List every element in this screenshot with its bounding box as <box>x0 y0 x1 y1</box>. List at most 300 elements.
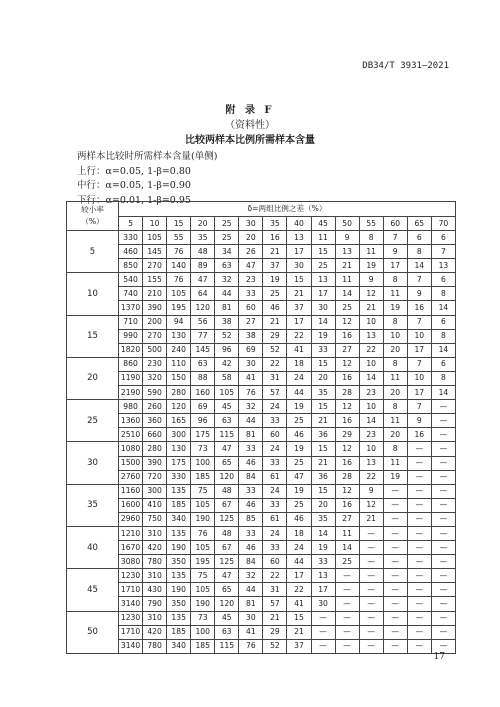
table-cell: 19 <box>383 470 407 484</box>
table-cell: — <box>431 625 455 639</box>
table-cell: 125 <box>215 512 239 526</box>
table-cell: 35 <box>311 386 335 400</box>
table-cell: 135 <box>167 569 191 583</box>
table-cell: 16 <box>407 428 431 442</box>
table-header-row <box>67 202 456 217</box>
table-cell: 35 <box>191 231 215 245</box>
table-cell: 29 <box>263 329 287 343</box>
table-cell: 1190 <box>119 371 143 385</box>
table-cell: 27 <box>335 343 359 357</box>
delta-header-cell: 5 <box>119 217 143 231</box>
table-cell: 430 <box>143 583 167 597</box>
table-cell: 21 <box>263 315 287 329</box>
table-cell: — <box>383 555 407 569</box>
table-cell: 57 <box>263 386 287 400</box>
table-cell: 11 <box>383 456 407 470</box>
table-cell: — <box>431 512 455 526</box>
table-cell: 25 <box>287 498 311 512</box>
rate-group-cell: 45 <box>67 569 119 611</box>
table-cell: 27 <box>239 315 263 329</box>
table-cell: 1360 <box>119 414 143 428</box>
table-cell: 28 <box>335 386 359 400</box>
table-cell: — <box>335 583 359 597</box>
table-cell: 1370 <box>119 301 143 315</box>
table-cell: 14 <box>431 386 455 400</box>
table-cell: 25 <box>287 456 311 470</box>
table-cell: 145 <box>191 343 215 357</box>
table-cell: 16 <box>335 456 359 470</box>
table-cell: 37 <box>287 639 311 653</box>
table-cell: 33 <box>263 541 287 555</box>
table-cell: 20 <box>311 498 335 512</box>
table-cell: 110 <box>167 357 191 371</box>
delta-header-cell: 70 <box>431 217 455 231</box>
table-cell: 16 <box>335 498 359 512</box>
table-cell: 390 <box>143 301 167 315</box>
table-cell: 7 <box>431 245 455 259</box>
table-row <box>67 512 456 526</box>
table-cell: 94 <box>167 315 191 329</box>
table-row <box>67 625 456 639</box>
table-cell: 34 <box>215 245 239 259</box>
table-cell: 120 <box>167 400 191 414</box>
table-cell: — <box>383 611 407 625</box>
table-cell: 230 <box>143 357 167 371</box>
table-row <box>67 315 456 329</box>
delta-header-cell: 60 <box>383 217 407 231</box>
delta-header-cell: 40 <box>287 217 311 231</box>
table-cell: 22 <box>263 357 287 371</box>
table-cell: 340 <box>167 512 191 526</box>
table-cell: 22 <box>359 343 383 357</box>
table-cell: 300 <box>167 428 191 442</box>
table-cell: 81 <box>215 301 239 315</box>
table-cell: 37 <box>287 301 311 315</box>
table-cell: — <box>359 555 383 569</box>
table-row <box>67 329 456 343</box>
table-cell: 30 <box>239 357 263 371</box>
table-cell: 65 <box>215 456 239 470</box>
table-cell: — <box>359 597 383 611</box>
table-cell: — <box>311 611 335 625</box>
table-cell: 46 <box>287 512 311 526</box>
table-cell: 67 <box>215 498 239 512</box>
table-cell: 75 <box>191 569 215 583</box>
table-cell: 48 <box>215 526 239 540</box>
table-cell: 7 <box>407 315 431 329</box>
table-body <box>67 231 456 654</box>
table-cell: 75 <box>191 484 215 498</box>
table-cell: 190 <box>167 583 191 597</box>
table-cell: 23 <box>359 386 383 400</box>
table-cell: 76 <box>191 526 215 540</box>
table-cell: 8 <box>431 287 455 301</box>
table-cell: 25 <box>263 287 287 301</box>
table-cell: 13 <box>431 259 455 273</box>
table-cell: 130 <box>167 329 191 343</box>
table-cell: 860 <box>119 357 143 371</box>
table-cell: 360 <box>143 414 167 428</box>
table-cell: 41 <box>239 625 263 639</box>
table-cell: 41 <box>287 343 311 357</box>
table-cell: 145 <box>143 245 167 259</box>
table-cell: 300 <box>143 484 167 498</box>
delta-header-row <box>67 217 456 231</box>
table-cell: 155 <box>143 273 167 287</box>
table-cell: 76 <box>239 639 263 653</box>
table-cell: 14 <box>431 343 455 357</box>
table-cell: 21 <box>263 611 287 625</box>
table-cell: — <box>431 484 455 498</box>
table-cell: 310 <box>143 569 167 583</box>
table-cell: 47 <box>215 442 239 456</box>
table-cell: — <box>431 555 455 569</box>
table-cell: — <box>407 639 431 653</box>
table-cell: 24 <box>263 526 287 540</box>
table-cell: — <box>359 625 383 639</box>
table-cell: 24 <box>287 371 311 385</box>
table-cell: 10 <box>407 371 431 385</box>
table-cell: — <box>407 597 431 611</box>
table-cell: 185 <box>167 625 191 639</box>
table-cell: 17 <box>287 315 311 329</box>
table-cell: 7 <box>383 231 407 245</box>
table-row <box>67 569 456 583</box>
table-cell: 41 <box>239 371 263 385</box>
caption-line-lower: 下行：α=0.01, 1-β=0.95 <box>77 194 191 206</box>
table-cell: 14 <box>407 259 431 273</box>
table-cell: 9 <box>359 273 383 287</box>
table-row <box>67 386 456 400</box>
table-cell: 850 <box>119 259 143 273</box>
table-cell: 100 <box>191 456 215 470</box>
table-cell: 420 <box>143 541 167 555</box>
delta-header-cell: 35 <box>263 217 287 231</box>
appendix-label: 附 录 F <box>225 105 275 116</box>
table-cell: 17 <box>383 259 407 273</box>
table-cell: 750 <box>143 512 167 526</box>
table-cell: 11 <box>359 245 383 259</box>
table-cell: 16 <box>335 329 359 343</box>
table-cell: 46 <box>239 498 263 512</box>
table-cell: 16 <box>335 414 359 428</box>
table-cell: 14 <box>359 414 383 428</box>
table-cell: 7 <box>407 400 431 414</box>
table-cell: — <box>407 456 431 470</box>
table-cell: 195 <box>167 301 191 315</box>
table-cell: 340 <box>167 639 191 653</box>
table-cell: 81 <box>239 597 263 611</box>
table-cell: 9 <box>383 245 407 259</box>
table-cell: 33 <box>239 287 263 301</box>
table-cell: 30 <box>287 259 311 273</box>
table-cell: 25 <box>311 259 335 273</box>
table-cell: — <box>431 456 455 470</box>
table-cell: 88 <box>191 371 215 385</box>
table-cell: 105 <box>143 231 167 245</box>
table-cell: 33 <box>311 555 335 569</box>
table-row <box>67 597 456 611</box>
delta-header-cell: 65 <box>407 217 431 231</box>
table-cell: 19 <box>287 442 311 456</box>
table-cell: 17 <box>311 287 335 301</box>
table-cell: — <box>407 541 431 555</box>
table-cell: 10 <box>359 400 383 414</box>
table-cell: 540 <box>119 273 143 287</box>
table-cell: 46 <box>263 301 287 315</box>
table-cell: 105 <box>191 498 215 512</box>
table-cell: 76 <box>167 273 191 287</box>
table-cell: 125 <box>215 555 239 569</box>
table-cell: 21 <box>287 287 311 301</box>
table-cell: 120 <box>215 470 239 484</box>
table-cell: 8 <box>431 329 455 343</box>
table-cell: 6 <box>431 357 455 371</box>
table-cell: 140 <box>167 259 191 273</box>
table-cell: — <box>359 611 383 625</box>
table-cell: 12 <box>335 357 359 371</box>
table-cell: 31 <box>263 371 287 385</box>
table-cell: 21 <box>359 512 383 526</box>
table-caption <box>77 150 217 208</box>
table-cell: 320 <box>143 371 167 385</box>
table-row <box>67 231 456 245</box>
table-cell: — <box>431 526 455 540</box>
table-cell: 12 <box>335 400 359 414</box>
table-cell: 390 <box>143 456 167 470</box>
table-cell: 780 <box>143 555 167 569</box>
table-cell: 350 <box>167 597 191 611</box>
table-row <box>67 541 456 555</box>
table-cell: 44 <box>239 414 263 428</box>
table-cell: — <box>383 526 407 540</box>
rate-group-cell: 15 <box>67 315 119 357</box>
table-cell: 46 <box>239 456 263 470</box>
table-cell: 330 <box>167 470 191 484</box>
table-row <box>67 400 456 414</box>
table-cell: 10 <box>359 315 383 329</box>
table-cell: 24 <box>263 442 287 456</box>
table-cell: 20 <box>311 371 335 385</box>
table-cell: — <box>407 555 431 569</box>
table-row <box>67 470 456 484</box>
table-cell: 19 <box>311 329 335 343</box>
delta-header-cell: 15 <box>167 217 191 231</box>
table-cell: 12 <box>335 442 359 456</box>
table-cell: 23 <box>359 428 383 442</box>
table-cell: 67 <box>215 541 239 555</box>
table-cell: 460 <box>119 245 143 259</box>
table-cell: 13 <box>311 569 335 583</box>
table-cell: 60 <box>239 301 263 315</box>
table-cell: 15 <box>287 611 311 625</box>
table-cell: 47 <box>215 569 239 583</box>
table-cell: 2960 <box>119 512 143 526</box>
table-row <box>67 555 456 569</box>
table-cell: 2510 <box>119 428 143 442</box>
table-cell: 26 <box>239 245 263 259</box>
table-cell: 1230 <box>119 611 143 625</box>
table-cell: 115 <box>215 639 239 653</box>
table-cell: 19 <box>263 273 287 287</box>
table-cell: 1080 <box>119 442 143 456</box>
table-row <box>67 484 456 498</box>
table-cell: 11 <box>311 231 335 245</box>
caption-line: 两样本比较时所需样本含量(单侧) <box>77 151 218 162</box>
table-cell: 9 <box>407 414 431 428</box>
table-cell: 25 <box>287 414 311 428</box>
appendix-heading <box>0 103 500 148</box>
table-cell: — <box>407 512 431 526</box>
table-cell: 28 <box>335 470 359 484</box>
table-cell: — <box>335 611 359 625</box>
table-cell: 14 <box>311 526 335 540</box>
table-cell: 61 <box>263 512 287 526</box>
table-cell: 6 <box>431 273 455 287</box>
table-cell: — <box>407 625 431 639</box>
table-cell: 63 <box>215 259 239 273</box>
table-cell: 19 <box>311 541 335 555</box>
table-cell: 720 <box>143 470 167 484</box>
table-cell: 8 <box>359 231 383 245</box>
table-cell: 29 <box>263 625 287 639</box>
table-cell: 310 <box>143 611 167 625</box>
table-row <box>67 428 456 442</box>
table-cell: 8 <box>383 315 407 329</box>
appendix-nature: （资料性） <box>225 120 275 131</box>
table-cell: 14 <box>359 371 383 385</box>
table-cell: 1210 <box>119 526 143 540</box>
table-cell: 13 <box>287 231 311 245</box>
table-cell: 8 <box>383 357 407 371</box>
table-cell: — <box>407 569 431 583</box>
table-cell: 85 <box>239 512 263 526</box>
table-cell: 270 <box>143 329 167 343</box>
table-cell: 44 <box>287 386 311 400</box>
table-cell: 9 <box>335 231 359 245</box>
rate-group-cell: 30 <box>67 442 119 484</box>
table-cell: 1710 <box>119 625 143 639</box>
column-group-header: δ=两组比例之差（%） <box>119 202 456 217</box>
table-cell: 25 <box>335 555 359 569</box>
table-cell: 33 <box>239 442 263 456</box>
table-row <box>67 357 456 371</box>
table-cell: 270 <box>143 259 167 273</box>
table-cell: — <box>383 639 407 653</box>
table-cell: 1500 <box>119 456 143 470</box>
table-cell: 19 <box>287 400 311 414</box>
table-cell: 25 <box>215 231 239 245</box>
table-row <box>67 583 456 597</box>
table-cell: 56 <box>191 315 215 329</box>
table-cell: 20 <box>383 386 407 400</box>
table-cell: 22 <box>287 329 311 343</box>
table-cell: 105 <box>215 386 239 400</box>
table-cell: 10 <box>359 357 383 371</box>
row-header-line2: （%） <box>81 217 104 226</box>
table-cell: 21 <box>359 301 383 315</box>
table-cell: 1670 <box>119 541 143 555</box>
table-row <box>67 414 456 428</box>
table-cell: 42 <box>215 357 239 371</box>
table-cell: 190 <box>167 541 191 555</box>
table-cell: 30 <box>311 301 335 315</box>
table-cell: 15 <box>287 273 311 287</box>
table-cell: 790 <box>143 597 167 611</box>
table-cell: 150 <box>167 371 191 385</box>
table-cell: — <box>407 470 431 484</box>
table-cell: 710 <box>119 315 143 329</box>
table-cell: 3140 <box>119 639 143 653</box>
table-cell: — <box>431 400 455 414</box>
table-cell: 175 <box>167 456 191 470</box>
table-cell: 38 <box>215 315 239 329</box>
caption-line-upper: 上行：α=0.05, 1-β=0.80 <box>77 165 191 177</box>
table-cell: — <box>383 541 407 555</box>
table-cell: 13 <box>359 329 383 343</box>
table-cell: 590 <box>143 386 167 400</box>
table-cell: 8 <box>407 245 431 259</box>
table-cell: 115 <box>215 428 239 442</box>
table-cell: 44 <box>215 287 239 301</box>
table-cell: 73 <box>191 611 215 625</box>
table-cell: 165 <box>167 414 191 428</box>
table-row <box>67 301 456 315</box>
table-cell: 160 <box>191 386 215 400</box>
table-cell: 8 <box>383 400 407 414</box>
table-cell: 21 <box>287 625 311 639</box>
table-cell: 27 <box>335 512 359 526</box>
table-cell: 1820 <box>119 343 143 357</box>
table-cell: 77 <box>191 329 215 343</box>
table-cell: 81 <box>239 428 263 442</box>
table-cell: 2190 <box>119 386 143 400</box>
table-cell: 410 <box>143 498 167 512</box>
table-cell: 69 <box>191 400 215 414</box>
table-row <box>67 371 456 385</box>
table-cell: 190 <box>191 512 215 526</box>
table-cell: 58 <box>215 371 239 385</box>
table-cell: 21 <box>311 414 335 428</box>
table-cell: — <box>407 583 431 597</box>
table-cell: 19 <box>383 301 407 315</box>
table-cell: 14 <box>335 287 359 301</box>
table-cell: 31 <box>263 583 287 597</box>
table-cell: 33 <box>263 414 287 428</box>
table-cell: 13 <box>335 245 359 259</box>
table-cell: 76 <box>167 245 191 259</box>
table-cell: 18 <box>287 357 311 371</box>
table-cell: 33 <box>263 456 287 470</box>
table-cell: 350 <box>167 555 191 569</box>
table-cell: — <box>431 541 455 555</box>
table-cell: — <box>407 611 431 625</box>
table-cell: — <box>383 512 407 526</box>
table-cell: 13 <box>359 456 383 470</box>
table-row <box>67 442 456 456</box>
table-cell: 19 <box>287 484 311 498</box>
table-cell: 240 <box>167 343 191 357</box>
table-cell: 3140 <box>119 597 143 611</box>
table-cell: 24 <box>287 541 311 555</box>
table-cell: 12 <box>335 484 359 498</box>
table-cell: 10 <box>407 329 431 343</box>
table-cell: 61 <box>263 470 287 484</box>
table-cell: 25 <box>335 301 359 315</box>
table-cell: 195 <box>191 555 215 569</box>
rate-group-cell: 20 <box>67 357 119 399</box>
table-cell: 11 <box>335 273 359 287</box>
